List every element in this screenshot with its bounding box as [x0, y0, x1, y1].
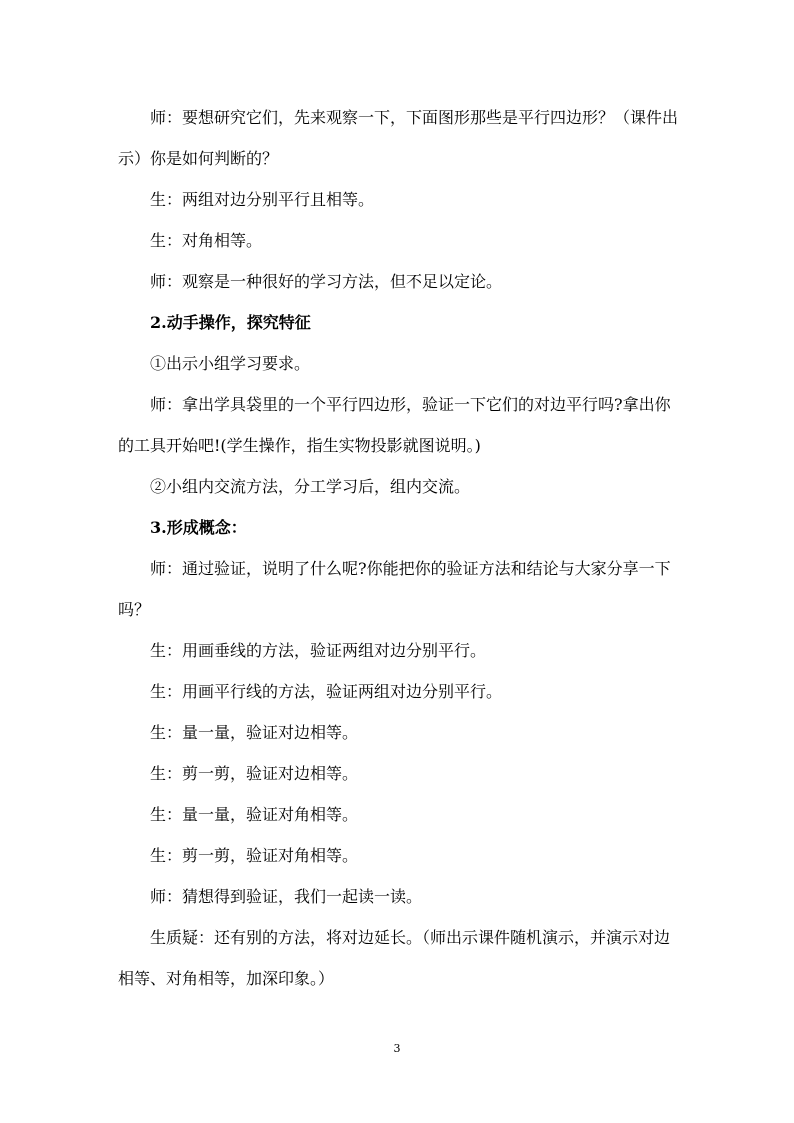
section-heading-3: 3.形成概念： [150, 518, 247, 537]
paragraph-3: 生：对角相等。 [150, 231, 263, 250]
paragraph-18: 生质疑：还有别的方法，将对边延长。（师出示课件随机演示，并演示对边相等、对角相等，加深印象。） [118, 928, 671, 988]
paragraph-11: 生：用画垂线的方法，验证两组对边分别平行。 [150, 641, 487, 660]
paragraph-15: 生：量一量，验证对角相等。 [150, 805, 359, 824]
paragraph-17: 师：猜想得到验证，我们一起读一读。 [150, 887, 423, 906]
paragraph-16: 生：剪一剪，验证对角相等。 [150, 846, 359, 865]
paragraph-13: 生：量一量，验证对边相等。 [150, 723, 359, 742]
section-heading-2: 2.动手操作，探究特征 [150, 313, 311, 332]
paragraph-7: 师：拿出学具袋里的一个平行四边形，验证一下它们的对边平行吗?拿出你的工具开始吧!(学生操作，指生实物投影就图说明。) [118, 395, 671, 455]
paragraph-10: 师：通过验证，说明了什么呢?你能把你的验证方法和结论与大家分享一下吗？ [118, 559, 671, 619]
paragraph-12: 生：用画平行线的方法，验证两组对边分别平行。 [150, 682, 503, 701]
page-number: 3 [393, 1042, 401, 1055]
paragraph-4: 师：观察是一种很好的学习方法，但不足以定论。 [150, 272, 503, 291]
paragraph-2: 生：两组对边分别平行且相等。 [150, 190, 375, 209]
paragraph-1: 师：要想研究它们，先来观察一下，下面图形那些是平行四边形？（课件出示）你是如何判断的？ [118, 108, 679, 168]
paragraph-8: ②小组内交流方法，分工学习后，组内交流。 [150, 477, 471, 496]
paragraph-14: 生：剪一剪，验证对边相等。 [150, 764, 359, 783]
paragraph-6: ①出示小组学习要求。 [150, 354, 311, 373]
